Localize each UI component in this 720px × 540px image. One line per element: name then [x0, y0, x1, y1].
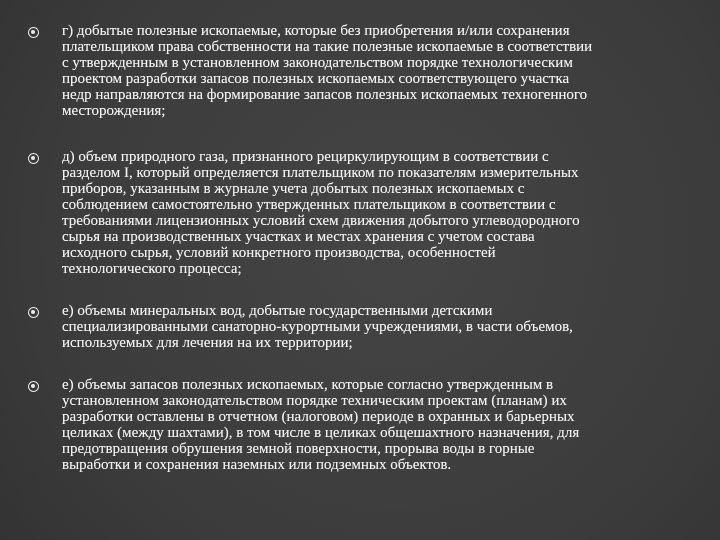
bullet-text-e-reserves: е) объемы запасов полезных ископаемых, которые согласно утвержденным в установленном законодательством порядке техническим проектам (планам) их разработки оставлены в отчетном (налоговом) периоде в охранных и барьерных целиках (между шахтами), в том числе в целиках общешахтного назначения, для предотвращения обрушения земной поверхности, прорыва воды в горные выработки и сохранения наземных или подземных объектов. — [62, 377, 580, 473]
circle-bullet-icon — [28, 27, 39, 38]
bullet-text-e-mineral-waters: е) объемы минеральных вод, добытые государственными детскими специализированными санаторно-курортными учреждениями, в части объемов, используемых для лечения на их территории; — [62, 303, 573, 351]
circle-bullet-icon — [28, 153, 39, 164]
circle-bullet-icon — [28, 307, 39, 318]
bullet-text-g: г) добытые полезные ископаемые, которые без приобретения и/или сохранения плательщиком права собственности на такие полезные ископаемые в соответствии с утвержденным в установленном законодательством порядке технологическим проектом разработки запасов полезных ископаемых соответствующего участка недр направляются на формирование запасов полезных ископаемых техногенного месторождения; — [62, 23, 593, 119]
bullet-text-d: д) объем природного газа, признанного рециркулирующим в соответствии с разделом I, который определяется плательщиком по показателям измерительных приборов, указанным в журнале учета добытых полезных ископаемых с соблюдением самостоятельно утвержденных плательщиком в соответствии с требованиями лицензионных условий схем движения добытого углеводородного сырья на производственных участках и местах хранения с учетом состава исходного сырья, условий конкретного производства, особенностей технологического процесса; — [62, 149, 580, 277]
circle-bullet-icon — [28, 381, 39, 392]
